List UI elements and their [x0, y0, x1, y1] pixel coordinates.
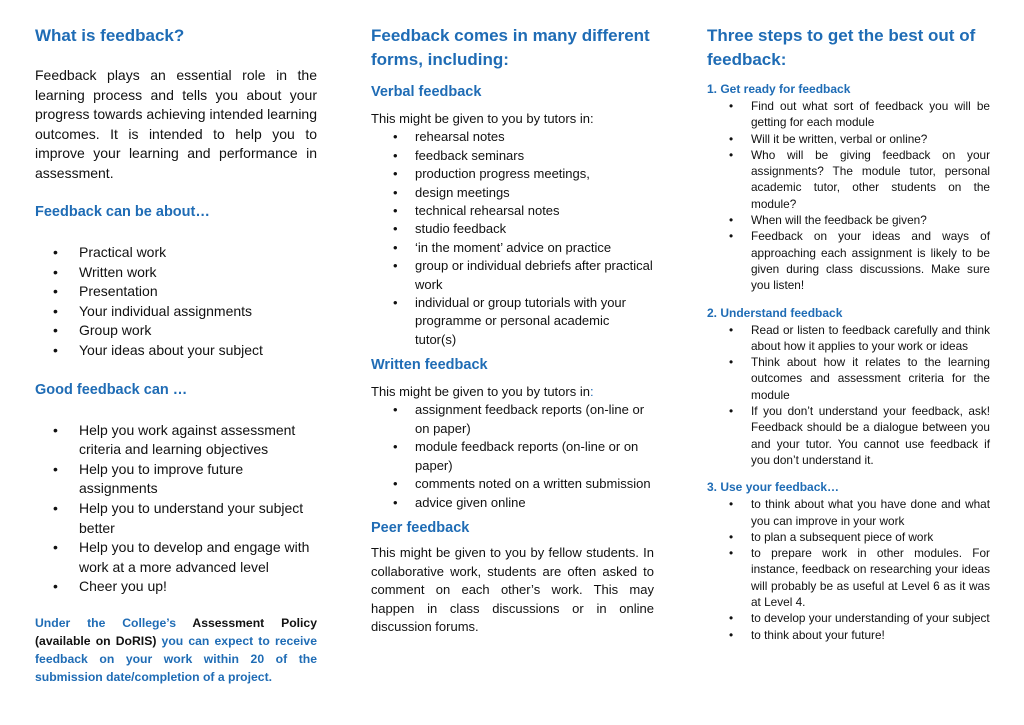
list-item: • to plan a subsequent piece of work — [751, 529, 990, 545]
verbal-lead-text: This might be given to you by tutors in: — [371, 111, 594, 126]
list-item: • Presentation — [79, 282, 317, 302]
good-feedback-list — [35, 421, 317, 597]
assessment-policy-reference: Assessment Policy (available on DoRIS) — [35, 615, 317, 648]
heading-verbal-feedback: Verbal feedback — [371, 84, 482, 100]
list-item: • to prepare work in other modules. For instance, feedback on researching your ideas will probably be as useful at Level 6 as it was at Level 4. — [751, 545, 990, 610]
column-what-is-feedback — [35, 0, 317, 686]
list-item: • Think about how it relates to the learning outcomes and assessment criteria for the module — [751, 354, 990, 403]
heading-peer-feedback: Peer feedback — [371, 519, 470, 536]
intro-paragraph: Feedback plays an essential role in the learning process and tells you about your progress towards achieving intended learning outcomes. It is intended to help you to improve your learning and performance in assessment. — [35, 67, 317, 181]
about-list — [35, 243, 317, 361]
list-item: • comments noted on a written submission — [415, 475, 654, 493]
list-item: • module feedback reports (on-line or on paper) — [415, 438, 654, 475]
column-three-steps — [707, 0, 990, 643]
written-list — [371, 401, 654, 511]
list-item: • Practical work — [79, 243, 317, 263]
list-item: • to think about your future! — [751, 627, 990, 643]
list-item: • advice given online — [415, 494, 654, 512]
list-item: • feedback seminars — [415, 147, 654, 165]
list-item: • assignment feedback reports (on-line or on paper) — [415, 401, 654, 438]
heading-step-3: 3. Use your feedback… — [707, 480, 840, 495]
heading-feedback-forms: Feedback comes in many different forms, including: — [371, 26, 650, 69]
step-2-list — [707, 322, 990, 469]
list-item: • technical rehearsal notes — [415, 202, 654, 220]
note-part-1: Under the College’s — [35, 615, 193, 630]
list-item: • Read or listen to feedback carefully and think about how it applies to your work or ideas — [751, 322, 990, 355]
list-item: • Help you to understand your subject better — [79, 499, 317, 538]
heading-three-steps: Three steps to get the best out of feedback: — [707, 26, 976, 69]
list-item: • Cheer you up! — [79, 577, 317, 597]
list-item: • to develop your understanding of your subject — [751, 610, 990, 626]
list-item: • If you don’t understand your feedback, ask! Feedback should be a dialogue between you and your tutor. You cannot use feedback if you don’t understand it. — [751, 403, 990, 468]
written-lead-words: This might be given to you by tutors in — [371, 384, 590, 400]
list-item: • rehearsal notes — [415, 128, 654, 146]
list-item: • Find out what sort of feedback you will be getting for each module — [751, 98, 990, 131]
list-item: • When will the feedback be given? — [751, 212, 990, 228]
list-item: • Your ideas about your subject — [79, 341, 317, 361]
list-item: • design meetings — [415, 184, 654, 202]
verbal-list — [371, 128, 654, 349]
list-item: • Your individual assignments — [79, 302, 317, 322]
list-item: • Feedback on your ideas and ways of approaching each assignment is likely to be given during class discussions. Make sure you listen! — [751, 228, 990, 293]
step-1-list — [707, 98, 990, 294]
column-feedback-forms — [371, 0, 654, 637]
assessment-policy-note — [35, 614, 317, 686]
list-item: • Group work — [79, 321, 317, 341]
list-item: • Help you to improve future assignments — [79, 460, 317, 499]
heading-written-feedback: Written feedback — [371, 357, 488, 374]
written-lead-colon: : — [589, 384, 594, 400]
list-item: • Will it be written, verbal or online? — [751, 131, 990, 147]
list-item: • group or individual debriefs after practical work — [415, 257, 654, 294]
heading-what-is-feedback: What is feedback? — [35, 26, 185, 45]
list-item: • Written work — [79, 263, 317, 283]
heading-good-feedback-can: Good feedback can … — [35, 381, 188, 398]
step-3-list — [707, 496, 990, 643]
list-item: • Help you to develop and engage with work at a more advanced level — [79, 538, 317, 577]
list-item: • Who will be giving feedback on your assignments? The module tutor, personal academic tutor, other students on the module? — [751, 147, 990, 212]
note-part-3: you can expect to receive feedback on your work within 20 of the submission date/completion of a project. — [35, 633, 317, 684]
heading-feedback-can-be-about: Feedback can be about… — [35, 204, 210, 220]
list-item: • Help you work against assessment criteria and learning objectives — [79, 421, 317, 460]
heading-step-1: 1. Get ready for feedback — [707, 82, 851, 96]
written-lead-text — [371, 383, 654, 401]
heading-step-2: 2. Understand feedback — [707, 305, 843, 320]
peer-feedback-paragraph: This might be given to you by fellow students. In collaborative work, students are often asked to comment on each other’s work. This may happen in class discussions or in online discussion forums. — [371, 544, 654, 635]
list-item: • individual or group tutorials with your programme or personal academic tutor(s) — [415, 294, 654, 349]
list-item: • ‘in the moment’ advice on practice — [415, 239, 654, 257]
list-item: • production progress meetings, — [415, 165, 654, 183]
list-item: • to think about what you have done and what you can improve in your work — [751, 496, 990, 529]
list-item: • studio feedback — [415, 220, 654, 238]
